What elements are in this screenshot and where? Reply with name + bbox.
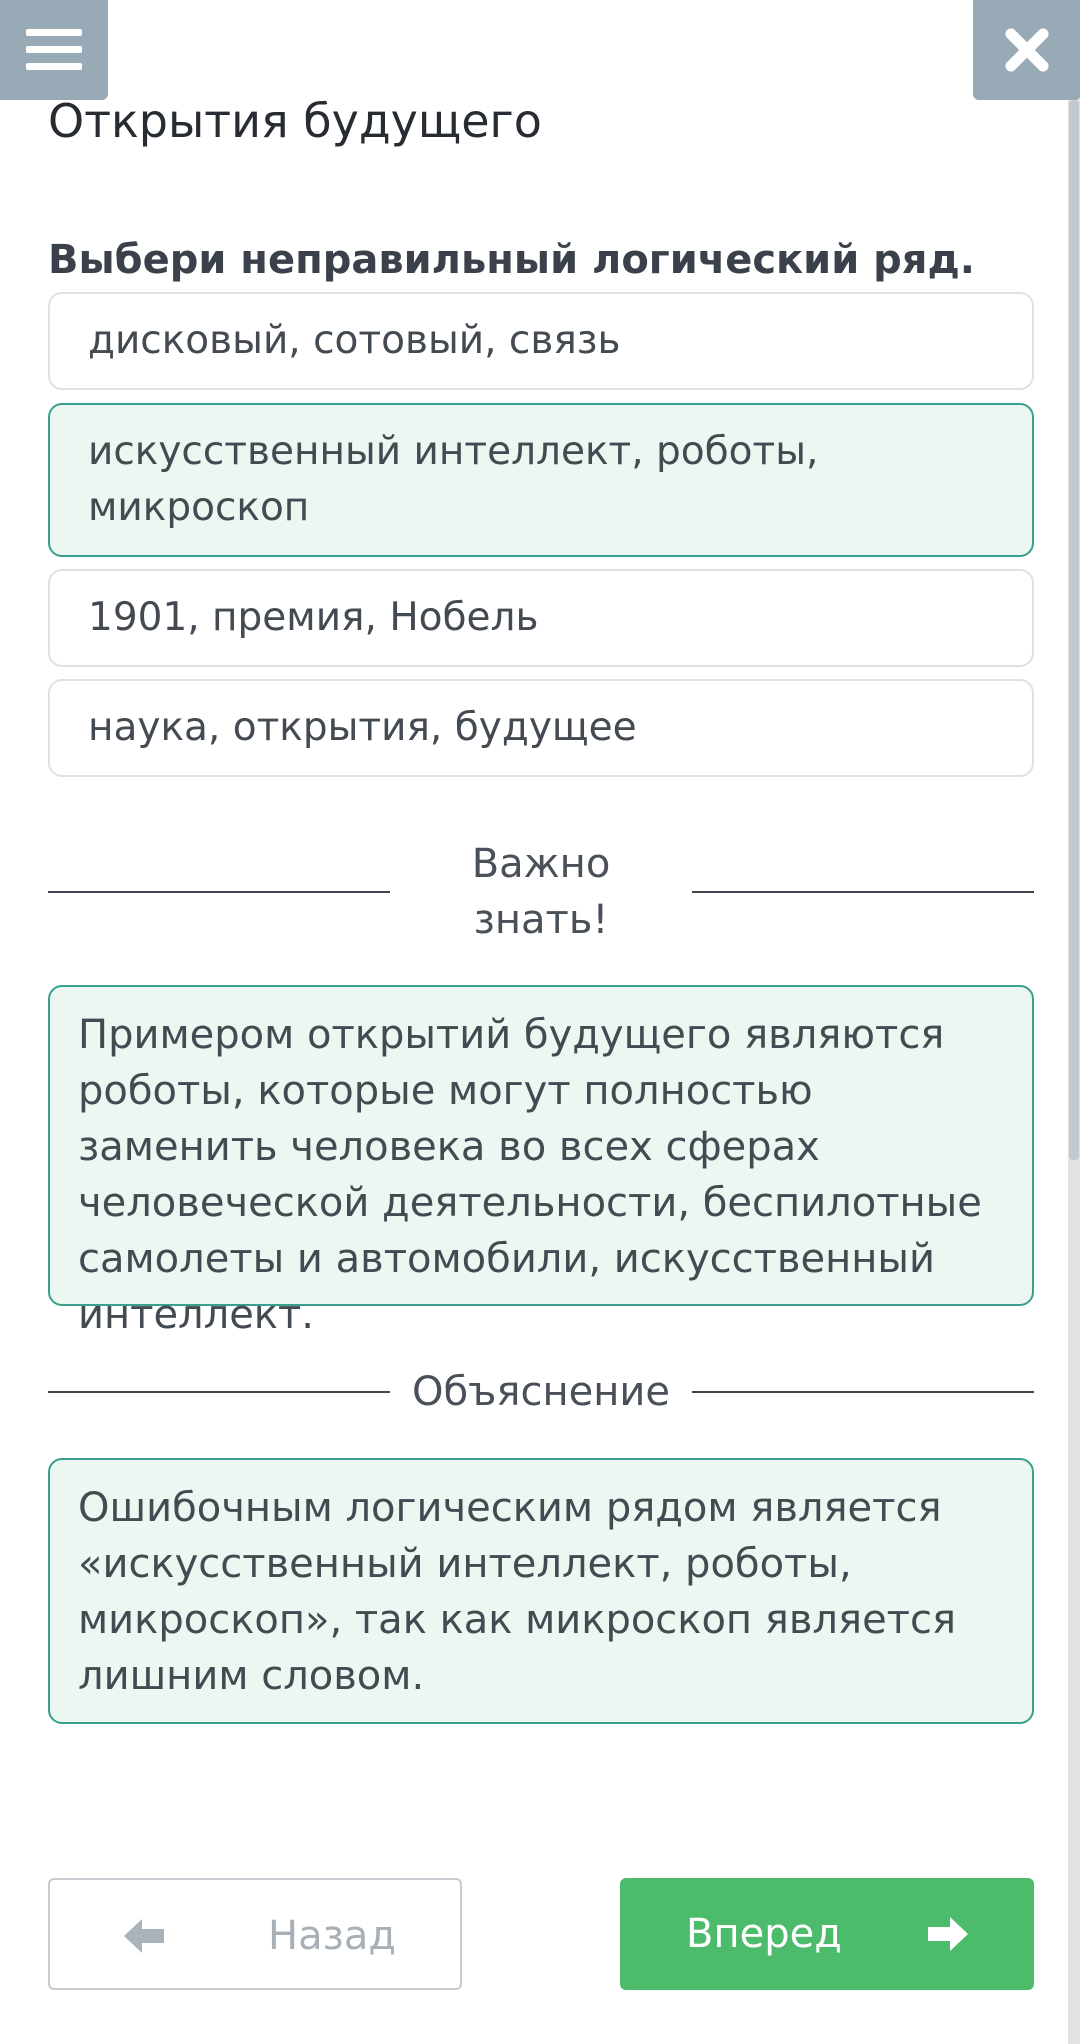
explanation-divider xyxy=(48,1364,1034,1420)
close-x-icon xyxy=(1005,28,1049,72)
divider-line-left xyxy=(48,1391,390,1393)
next-button[interactable] xyxy=(620,1878,1034,1990)
answer-option-3[interactable] xyxy=(48,569,1034,667)
menu-button[interactable] xyxy=(0,0,108,100)
divider-line-left xyxy=(48,891,390,893)
back-button-label: Назад xyxy=(268,1913,397,1959)
answer-option-label: наука, открытия, будущее xyxy=(88,705,637,750)
explanation-text: Ошибочным логическим рядом является «искусственный интеллект, роботы, микроскоп», так как микроскоп является лишним словом. xyxy=(78,1485,957,1699)
answer-option-2-selected[interactable] xyxy=(48,403,1034,557)
answer-option-1[interactable] xyxy=(48,292,1034,390)
hamburger-menu-icon xyxy=(26,27,82,73)
important-info-box xyxy=(48,985,1034,1338)
important-divider xyxy=(48,836,1034,948)
answer-option-label: 1901, премия, Нобель xyxy=(88,595,539,640)
explanation-heading: Объяснение xyxy=(412,1369,670,1415)
answer-option-label: дисковый, сотовый, связь xyxy=(88,318,621,363)
divider-line-right xyxy=(692,1391,1034,1393)
back-button[interactable] xyxy=(48,1878,462,1990)
arrow-left-icon xyxy=(122,1916,166,1956)
divider-line-right xyxy=(692,891,1034,893)
answer-option-4[interactable] xyxy=(48,679,1034,777)
important-heading: Важно знать! xyxy=(471,841,611,943)
close-button[interactable] xyxy=(973,0,1080,100)
next-button-label: Вперед xyxy=(686,1911,842,1957)
answer-option-label: искусственный интеллект, роботы, микроскоп xyxy=(88,429,819,530)
page-title: Открытия будущего xyxy=(48,94,542,148)
arrow-right-icon xyxy=(926,1914,970,1954)
scrollbar-thumb[interactable] xyxy=(1069,100,1079,1160)
explanation-box xyxy=(48,1458,1034,1724)
important-text: Примером открытий будущего являются роботы, которые могут полностью заменить человека во всех сферах человеческой деятельности, беспилотные самолеты и автомобили, искусственный интеллект. xyxy=(78,1012,982,1338)
question-text: Выбери неправильный логический ряд. xyxy=(48,237,975,283)
